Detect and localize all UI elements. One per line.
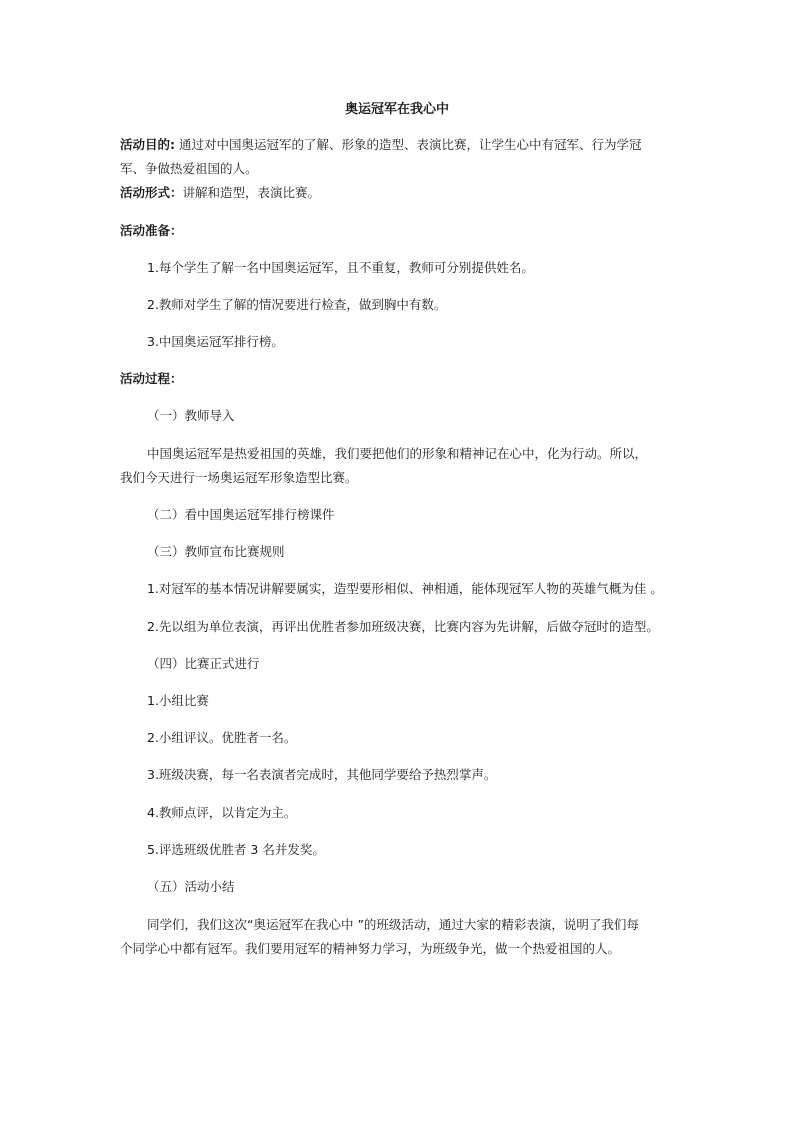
process-heading: 活动过程： xyxy=(120,371,183,386)
rule-item: 1.对冠军的基本情况讲解要属实，造型要形相似、神相通，能体现冠军人物的英雄气概为佳 。 xyxy=(147,581,663,596)
rule-item: 2.先以组为单位表演，再评出优胜者参加班级决赛，比赛内容为先讲解，后做夺冠时的造型。 xyxy=(147,619,659,634)
form-text: 讲解和造型，表演比赛。 xyxy=(182,185,321,200)
form-line xyxy=(120,184,320,202)
paragraph-line: 我们今天进行一场奥运冠军形象造型比赛。 xyxy=(120,470,358,485)
prep-item: 1.每个学生了解一名中国奥运冠军，且不重复，教师可分别提供姓名。 xyxy=(147,260,534,275)
purpose-label: 活动目的: xyxy=(120,137,175,152)
prep-item: 2.教师对学生了解的情况要进行检查，做到胸中有数。 xyxy=(147,297,447,312)
prep-heading: 活动准备： xyxy=(120,223,183,238)
competition-item: 4.教师点评，以肯定为主。 xyxy=(147,805,297,820)
paragraph-line: 同学们，我们这次“奥运冠军在我心中 ”的班级活动，通过大家的精彩表演，说明了我们每 xyxy=(147,917,639,932)
prep-item: 3.中国奥运冠军排行榜。 xyxy=(147,334,284,349)
section-title: （三）教师宣布比赛规则 xyxy=(147,544,285,559)
paragraph-line: 中国奥运冠军是热爱祖国的英雄，我们要把他们的形象和精神记在心中，化为行动。所以， xyxy=(147,446,648,461)
document-title: 奥运冠军在我心中 xyxy=(344,102,449,117)
section-title: （一）教师导入 xyxy=(147,408,235,423)
form-label: 活动形式： xyxy=(120,185,183,200)
purpose-line-1 xyxy=(120,136,641,154)
section-title: （二）看中国奥运冠军排行榜课件 xyxy=(147,507,335,522)
paragraph-line: 个同学心中都有冠军。我们要用冠军的精神努力学习，为班级争光，做一个热爱祖国的人。 xyxy=(120,941,621,956)
section-title: （五）活动小结 xyxy=(147,879,235,894)
section-title: （四）比赛正式进行 xyxy=(147,656,260,671)
competition-item: 3.班级决赛，每一名表演者完成时，其他同学要给予热烈掌声。 xyxy=(147,767,497,782)
purpose-text-1: 通过对中国奥运冠军的了解、形象的造型、表演比赛，让学生心中有冠军、行为学冠 xyxy=(175,137,642,152)
competition-item: 5.评选班级优胜者 3 名并发奖。 xyxy=(147,842,325,857)
purpose-line-2: 军、争做热爱祖国的人。 xyxy=(120,161,258,176)
competition-item: 2.小组评议。优胜者一名。 xyxy=(147,730,297,745)
competition-item: 1.小组比赛 xyxy=(147,693,209,708)
